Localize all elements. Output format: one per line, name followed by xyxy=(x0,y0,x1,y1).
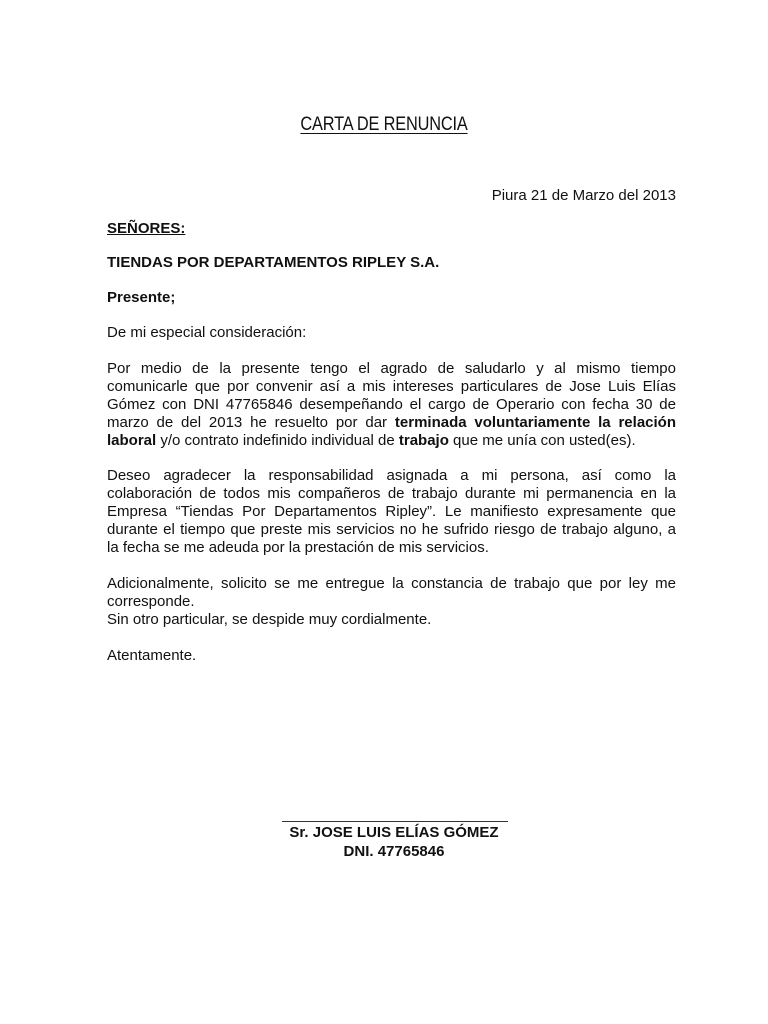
paragraph-resignation-text-c: que me unía con usted(es). xyxy=(448,431,636,449)
paragraph-resignation-text-a: Por medio de la presente tengo el agrado de saludarlo y al mismo tiempo comunicarle que por convenir así a mis intereses particulares de Jose Luis Elías Gómez con DNI 47765846 desempeñando el cargo de Operario con fecha 30 de marzo de del 2013 he resuelto por dar xyxy=(107,360,676,431)
presente-line: Presente; xyxy=(107,289,176,306)
signature-line xyxy=(282,821,508,822)
paragraph-resignation xyxy=(107,360,676,450)
signature-dni: DNI. 47765846 xyxy=(343,843,445,860)
paragraph-certificate: Adicionalmente, solicito se me entregue la constancia de trabajo que por ley me corresponde. xyxy=(107,575,676,610)
closing-line: Sin otro particular, se despide muy cordialmente. xyxy=(107,611,432,628)
paragraph-resignation-bold-a: terminada voluntariamente la relación laboral xyxy=(107,413,676,449)
paragraph-resignation-bold-b: trabajo xyxy=(398,431,449,449)
recipient-company: TIENDAS POR DEPARTAMENTOS RIPLEY S.A. xyxy=(107,254,440,271)
paragraph-thanks: Deseo agradecer la responsabilidad asignada a mi persona, así como la colaboración de todos mis compañeros de trabajo durante mi permanencia en la Empresa “Tiendas Por Departamentos Ripley”. Le manifiesto expresamente que durante el tiempo que preste mis servicios no he sufrido riesgo de trabajo alguno, a la fecha se me adeuda por la prestación de mis servicios. xyxy=(107,467,676,556)
greeting-line: De mi especial consideración: xyxy=(107,324,307,341)
paragraph-resignation-text-b: y/o contrato indefinido individual de xyxy=(156,431,399,449)
letter-title: CARTA DE RENUNCIA xyxy=(300,114,468,135)
farewell-line: Atentamente. xyxy=(107,647,197,664)
salutation: SEÑORES: xyxy=(107,220,186,237)
letter-date: Piura 21 de Marzo del 2013 xyxy=(491,187,676,204)
signature-name: Sr. JOSE LUIS ELÍAS GÓMEZ xyxy=(289,824,499,841)
